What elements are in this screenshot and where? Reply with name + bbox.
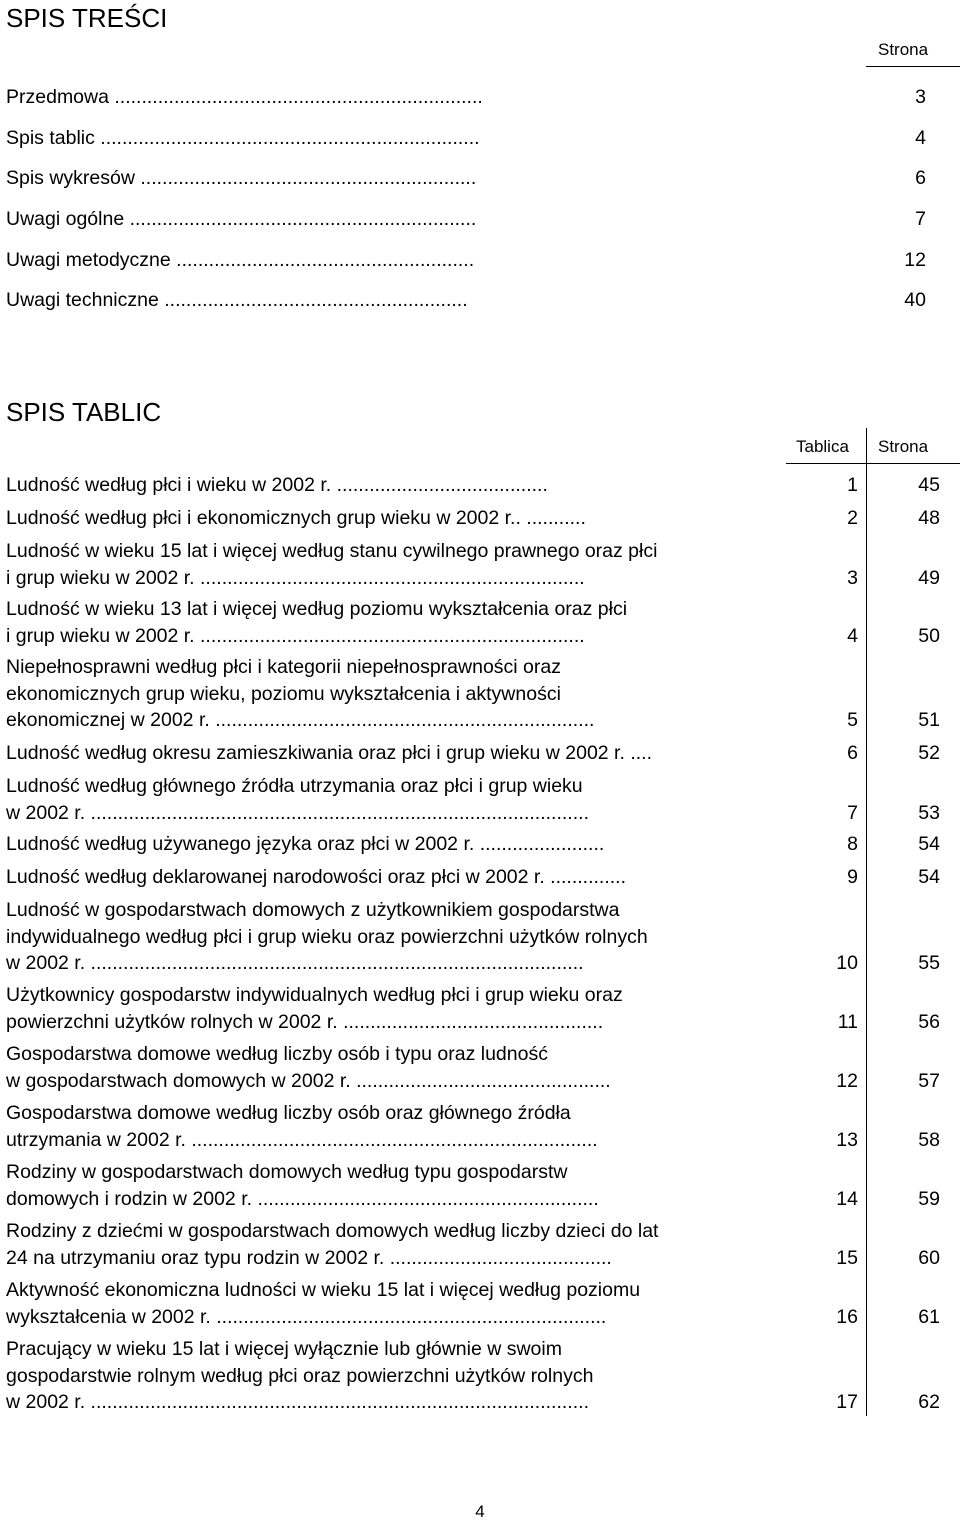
table-entry-line: indywidualnego według płci i grup wieku oraz powierzchni użytków rolnych bbox=[6, 925, 648, 948]
table-entry-page: 61 bbox=[918, 1305, 940, 1328]
table-entry-line: ekonomicznych grup wieku, poziomu wykształcenia i aktywności bbox=[6, 682, 561, 705]
tables-column-divider bbox=[866, 428, 867, 1416]
table-entry-number: 3 bbox=[847, 566, 858, 589]
table-entry-line[interactable]: utrzymania w 2002 r. ........................................................................... bbox=[6, 1128, 598, 1151]
table-entry-number: 7 bbox=[847, 801, 858, 824]
tables-col-table: Tablica bbox=[796, 437, 849, 456]
table-entry-line: Gospodarstwa domowe według liczby osób oraz głównego źródła bbox=[6, 1102, 571, 1124]
toc-header-rule bbox=[866, 66, 960, 67]
table-entry-line[interactable]: w 2002 r. ............................................................................................ bbox=[6, 801, 589, 824]
table-entry-line: Ludność w gospodarstwach domowych z użytkownikiem gospodarstwa bbox=[6, 899, 620, 921]
table-entry-number: 12 bbox=[836, 1069, 858, 1092]
table-entry-line: Pracujący w wieku 15 lat i więcej wyłącznie lub głównie w swoim bbox=[6, 1338, 562, 1360]
table-entry-number: 4 bbox=[847, 624, 858, 647]
table-entry-page: 58 bbox=[918, 1128, 940, 1151]
table-entry-line[interactable]: i grup wieku w 2002 r. ....................................................................... bbox=[6, 566, 585, 589]
tables-header-rule bbox=[786, 463, 960, 464]
table-entry-number: 2 bbox=[847, 507, 858, 529]
table-entry-number: 16 bbox=[836, 1305, 858, 1328]
toc-entry-title[interactable]: Spis tablic ...................................................................... bbox=[6, 127, 480, 149]
tables-col-page: Strona bbox=[878, 437, 929, 456]
table-entry-page: 57 bbox=[918, 1069, 940, 1092]
table-entry-page: 60 bbox=[918, 1246, 940, 1269]
table-entry-line[interactable]: powierzchni użytków rolnych w 2002 r. ................................................ bbox=[6, 1010, 604, 1033]
table-entry-line: Rodziny z dziećmi w gospodarstwach domowych według liczby dzieci do lat bbox=[6, 1220, 659, 1242]
table-entry-page: 50 bbox=[918, 624, 940, 647]
table-entry-line: Aktywność ekonomiczna ludności w wieku 15 lat i więcej według poziomu bbox=[6, 1279, 641, 1301]
table-entry-page: 55 bbox=[918, 952, 940, 974]
toc-entry-title[interactable]: Uwagi techniczne ........................................................ bbox=[6, 289, 468, 311]
table-entry-page: 51 bbox=[918, 709, 940, 731]
table-entry-line: Ludność w wieku 13 lat i więcej według poziomu wykształcenia oraz płci bbox=[6, 598, 628, 620]
table-entry-page: 56 bbox=[918, 1010, 940, 1033]
toc-entry-page: 12 bbox=[904, 249, 926, 271]
table-entry-page: 48 bbox=[918, 507, 940, 529]
table-entry-number: 15 bbox=[836, 1246, 858, 1269]
table-entry-page: 54 bbox=[918, 866, 940, 888]
page-number: 4 bbox=[475, 1502, 485, 1521]
table-entry-page: 52 bbox=[918, 742, 940, 764]
table-entry-line[interactable]: Ludność według deklarowanej narodowości oraz płci w 2002 r. .............. bbox=[6, 866, 627, 888]
table-entry-page: 62 bbox=[918, 1391, 940, 1413]
toc-entry-page: 6 bbox=[915, 167, 926, 189]
table-entry-line[interactable]: w gospodarstwach domowych w 2002 r. ............................................... bbox=[6, 1069, 611, 1092]
table-entry-line[interactable]: 24 na utrzymaniu oraz typu rodzin w 2002 r. ......................................... bbox=[6, 1246, 612, 1269]
table-entry-page: 45 bbox=[918, 474, 940, 496]
table-entry-line: Ludność według głównego źródła utrzymania oraz płci i grup wieku bbox=[6, 775, 583, 797]
table-entry-line[interactable]: wykształcenia w 2002 r. ........................................................................ bbox=[6, 1305, 607, 1328]
table-entry-line: Rodziny w gospodarstwach domowych według typu gospodarstw bbox=[6, 1161, 568, 1183]
table-entry-line: Gospodarstwa domowe według liczby osób i typu oraz ludność bbox=[6, 1043, 548, 1065]
table-entry-number: 1 bbox=[847, 474, 858, 496]
table-entry-line[interactable]: w 2002 r. ........................................................................................... bbox=[6, 952, 584, 974]
table-entry-line: Ludność w wieku 15 lat i więcej według stanu cywilnego prawnego oraz płci bbox=[6, 540, 658, 562]
toc-entry-title[interactable]: Uwagi ogólne ................................................................ bbox=[6, 208, 477, 230]
table-entry-number: 8 bbox=[847, 833, 858, 855]
table-entry-line[interactable]: Ludność według okresu zamieszkiwania oraz płci i grup wieku w 2002 r. .... bbox=[6, 742, 652, 764]
table-entry-line[interactable]: domowych i rodzin w 2002 r. ............................................................... bbox=[6, 1187, 599, 1210]
toc-entry-title[interactable]: Przedmowa .................................................................... bbox=[6, 86, 483, 108]
toc-entry-page: 7 bbox=[915, 208, 926, 230]
table-entry-number: 14 bbox=[836, 1187, 858, 1210]
table-entry-number: 13 bbox=[836, 1128, 858, 1151]
table-entry-number: 5 bbox=[847, 709, 858, 731]
table-entry-number: 9 bbox=[847, 866, 858, 888]
toc-entry-page: 4 bbox=[915, 127, 926, 149]
table-entry-number: 10 bbox=[836, 952, 858, 974]
toc-heading: SPIS TREŚCI bbox=[6, 3, 168, 33]
toc-entry-title[interactable]: Uwagi metodyczne ....................................................... bbox=[6, 249, 475, 271]
toc-col-page: Strona bbox=[878, 40, 929, 59]
table-entry-number: 6 bbox=[847, 742, 858, 764]
toc-entry-page: 40 bbox=[904, 289, 926, 311]
table-entry-line[interactable]: ekonomicznej w 2002 r. ...................................................................... bbox=[6, 709, 595, 731]
table-entry-line: gospodarstwie rolnym według płci oraz powierzchni użytków rolnych bbox=[6, 1364, 594, 1387]
table-entry-line[interactable]: Ludność według używanego języka oraz płci w 2002 r. ....................... bbox=[6, 833, 605, 855]
table-entry-line: Niepełnosprawni według płci i kategorii niepełnosprawności oraz bbox=[6, 656, 561, 678]
table-entry-line: Użytkownicy gospodarstw indywidualnych według płci i grup wieku oraz bbox=[6, 984, 623, 1006]
table-entry-page: 53 bbox=[918, 801, 940, 824]
table-entry-page: 54 bbox=[918, 833, 940, 855]
toc-entry-title[interactable]: Spis wykresów .............................................................. bbox=[6, 167, 477, 189]
tables-heading: SPIS TABLIC bbox=[6, 397, 162, 427]
table-entry-line[interactable]: i grup wieku w 2002 r. ....................................................................... bbox=[6, 624, 585, 647]
table-entry-page: 49 bbox=[918, 566, 940, 589]
table-entry-line[interactable]: w 2002 r. ............................................................................................ bbox=[6, 1391, 589, 1413]
table-entry-number: 17 bbox=[836, 1391, 858, 1413]
table-entry-line[interactable]: Ludność według płci i wieku w 2002 r. ....................................... bbox=[6, 474, 548, 496]
table-entry-number: 11 bbox=[837, 1010, 858, 1033]
table-entry-page: 59 bbox=[918, 1187, 940, 1210]
table-entry-line[interactable]: Ludność według płci i ekonomicznych grup wieku w 2002 r.. ........... bbox=[6, 507, 586, 529]
toc-entry-page: 3 bbox=[915, 86, 926, 108]
